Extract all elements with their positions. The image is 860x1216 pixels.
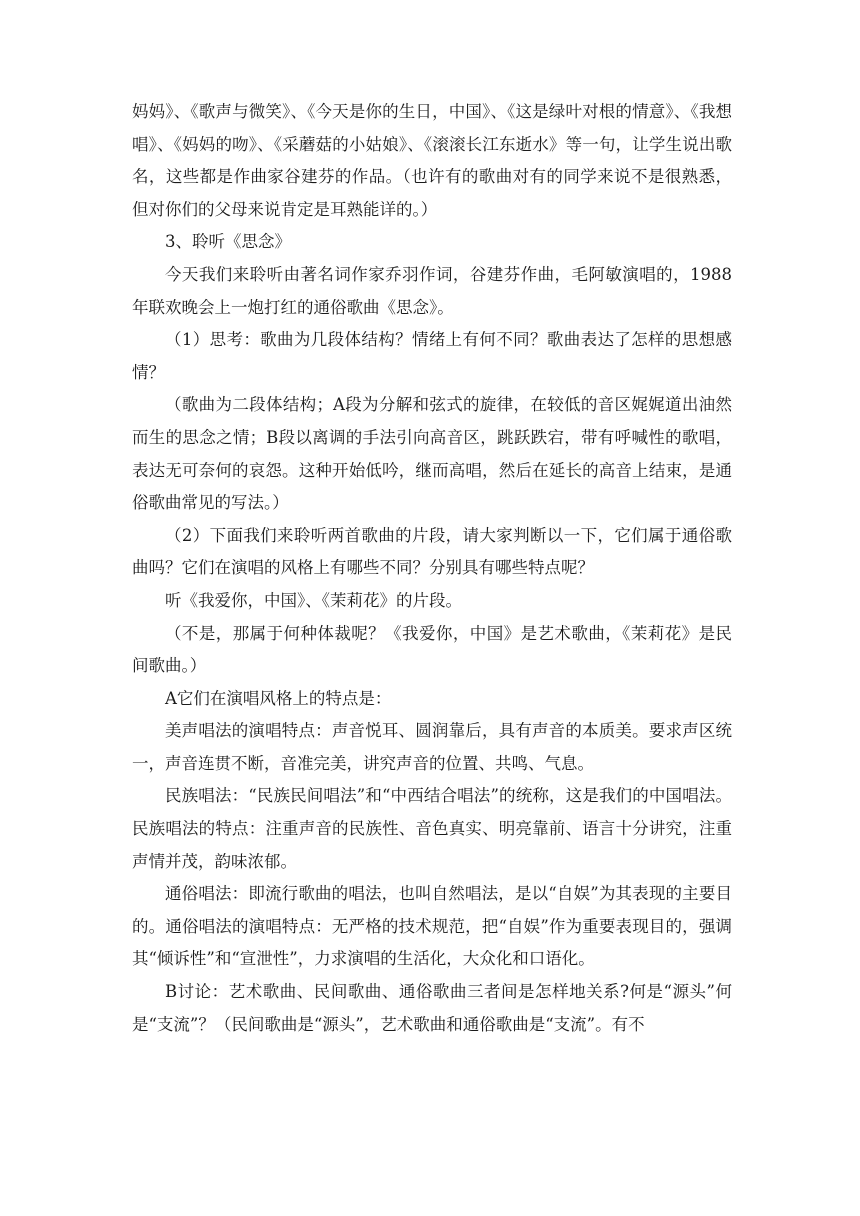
paragraph-section-b-discussion: B讨论：艺术歌曲、民间歌曲、通俗歌曲三者间是怎样地关系?何是“源头”何是“支流”？（民间歌曲是“源头”，艺术歌曲和通俗歌曲是“支流”。有不 (132, 982, 732, 1034)
paragraph-answer-1: （歌曲为二段体结构；A段为分解和弦式的旋律，在较低的音区娓娓道出油然而生的思念之情；B段以离调的手法引向高音区，跳跃跌宕，带有呼喊性的歌唱，表达无可奈何的哀怨。这种开始低吟，继而高唱，然后在延长的高音上结束，是通俗歌曲常见的写法。） (132, 395, 732, 513)
paragraph-song-list: 妈妈》、《歌声与微笑》、《今天是你的生日，中国》、《这是绿叶对根的情意》、《我想唱》、《妈妈的吻》、《采蘑菇的小姑娘》、《滚滚长江东逝水》等一句，让学生说出歌名，这些都是作曲家谷建芬的作品。（也许有的歌曲对有的同学来说不是很熟悉，但对你们的父母来说肯定是耳熟能详的。） (132, 102, 732, 219)
paragraph-answer-2: （不是，那属于何种体裁呢？《我爱你，中国》是艺术歌曲，《茉莉花》是民间歌曲。） (132, 623, 732, 676)
paragraph-ethnic-singing: 民族唱法：“民族民间唱法”和“中西结合唱法”的统称，这是我们的中国唱法。民族唱法的特点：注重声音的民族性、音色真实、明亮靠前、语言十分讲究，注重声情并茂，韵味浓郁。 (132, 786, 732, 871)
heading-section-a: A它们在演唱风格上的特点是： (165, 688, 392, 708)
heading-listen-sinian: 3、聆听《思念》 (165, 232, 291, 252)
paragraph-question-1: （1）思考：歌曲为几段体结构？情绪上有何不同？歌曲表达了怎样的思想感情？ (132, 330, 732, 382)
document-body (132, 96, 732, 1041)
paragraph-listen-fragments: 听《我爱你，中国》、《茉莉花》的片段。 (165, 590, 462, 610)
paragraph-popular-singing: 通俗唱法：即流行歌曲的唱法，也叫自然唱法，是以“自娱”为其表现的主要目的。通俗唱法的演唱特点：无严格的技术规范，把“自娱”作为重要表现目的，强调其“倾诉性”和“宣泄性”，力求演唱的生活化，大众化和口语化。 (132, 884, 732, 969)
paragraph-question-2: （2）下面我们来聆听两首歌曲的片段，请大家判断以一下，它们属于通俗歌曲吗？它们在演唱的风格上有哪些不同？分别具有哪些特点呢？ (132, 525, 732, 578)
paragraph-intro-sinian: 今天我们来聆听由著名词作家乔羽作词，谷建芬作曲，毛阿敏演唱的，1988年联欢晚会上一炮打红的通俗歌曲《思念》。 (132, 264, 732, 317)
paragraph-bel-canto: 美声唱法的演唱特点：声音悦耳、圆润靠后，具有声音的本质美。要求声区统一，声音连贯不断，音准完美，讲究声音的位置、共鸣、气息。 (132, 721, 732, 773)
